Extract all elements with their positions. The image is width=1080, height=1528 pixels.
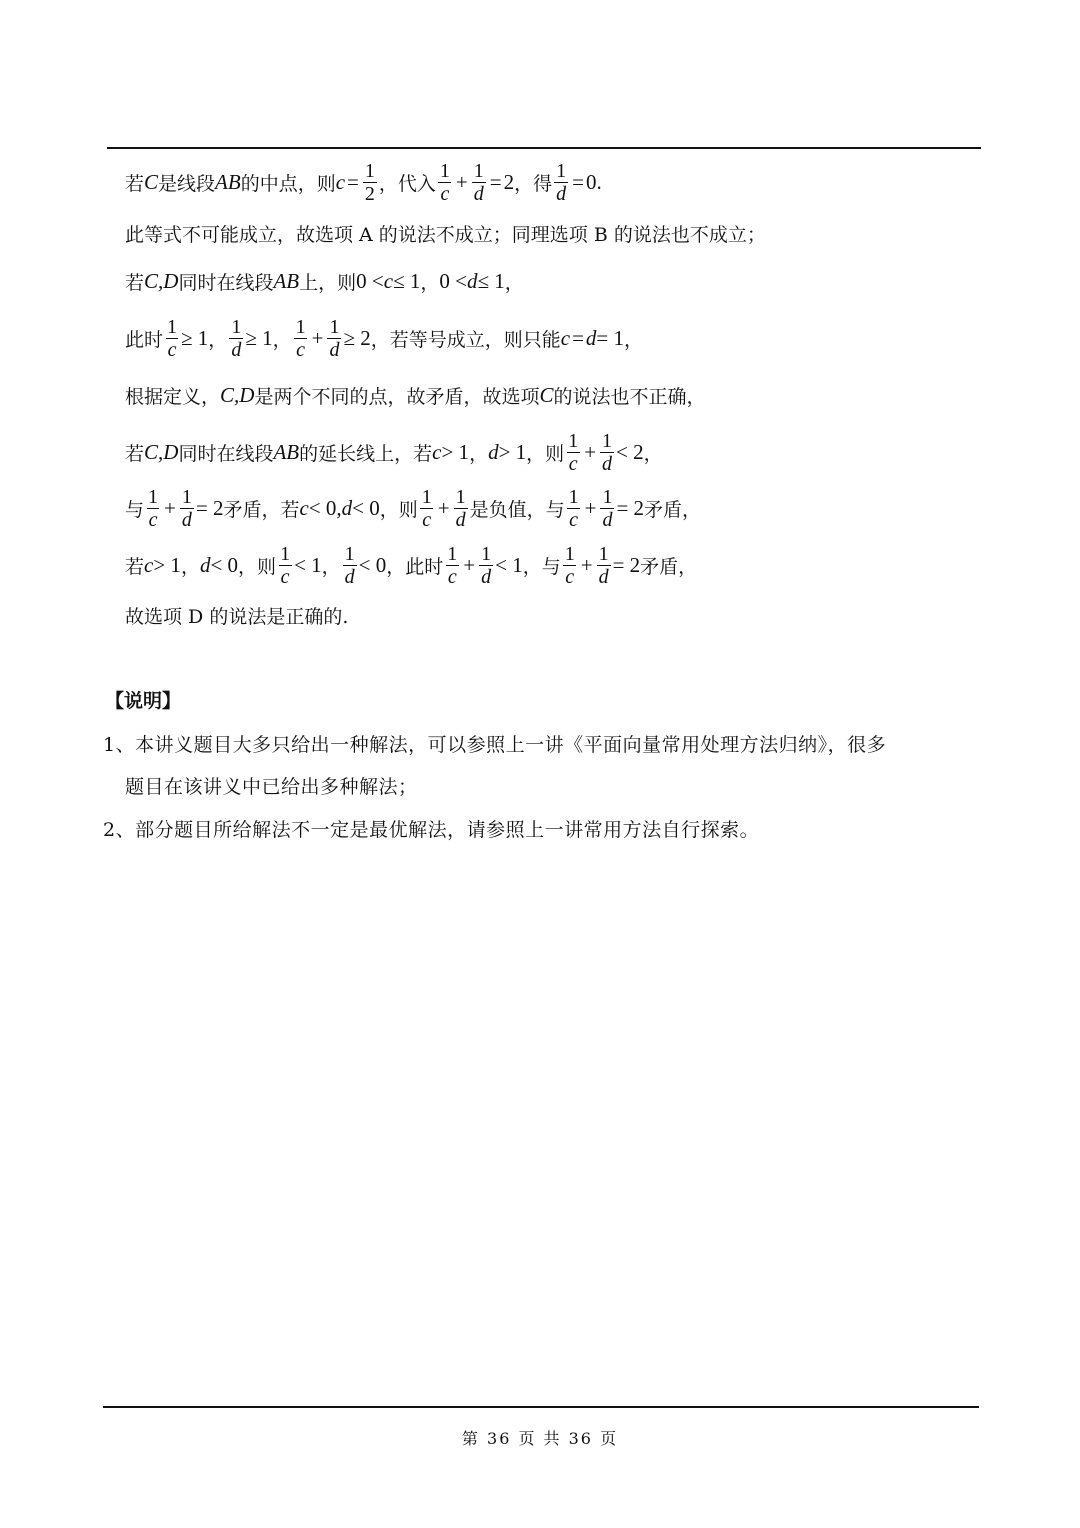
- numerator: 1: [439, 159, 450, 182]
- fraction: [566, 430, 580, 475]
- denominator: 2: [364, 182, 375, 205]
- numerator: 1: [568, 429, 579, 452]
- math-num: > 1: [498, 439, 527, 464]
- denominator: c: [568, 452, 578, 475]
- fraction: [229, 316, 243, 361]
- text: ，: [624, 328, 644, 351]
- math-op: +: [437, 495, 450, 520]
- page-number: 第 36 页 共 36 页: [461, 1429, 619, 1448]
- fraction: [563, 543, 577, 588]
- numerator: 1: [329, 315, 340, 338]
- text: 上，则: [299, 271, 357, 294]
- math-op: =: [572, 169, 584, 194]
- text: 此时: [125, 328, 164, 351]
- math-var: d: [466, 268, 478, 293]
- math-op: =: [572, 325, 584, 350]
- math-num: < 0,: [308, 495, 342, 520]
- text: 矛盾，若: [223, 498, 300, 521]
- solution-line-4: [125, 313, 643, 363]
- text: 与: [125, 498, 145, 521]
- fraction: [278, 543, 292, 588]
- numerator: 1: [473, 159, 484, 182]
- math-num: < 0: [358, 552, 387, 577]
- math-num: ≥ 1: [181, 325, 209, 350]
- math-num: = 2: [612, 552, 641, 577]
- math-num: 0 <: [439, 268, 467, 293]
- text: 同时在线段: [178, 442, 274, 465]
- numerator: 1: [148, 485, 159, 508]
- numerator: 1: [481, 542, 492, 565]
- text: 根据定义，: [125, 385, 221, 408]
- fraction: [165, 316, 179, 361]
- numerator: 1: [364, 159, 375, 182]
- footer-rule: [103, 1406, 979, 1408]
- fraction: [146, 486, 160, 531]
- fraction: [479, 543, 493, 588]
- math-var: C: [539, 382, 554, 407]
- note-item-2: 2、部分题目所给解法不一定是最优解法，请参照上一讲常用方法自行探索。: [103, 819, 760, 841]
- math-num: < 0: [352, 495, 380, 520]
- fraction: [567, 486, 581, 531]
- note-item-1: 1、本讲义题目大多只给出一种解法，可以参照上一讲《平面向量常用处理方法归纳》，很多: [103, 734, 887, 756]
- text: 同时在线段: [178, 271, 274, 294]
- fraction: [554, 160, 568, 205]
- math-var: c: [299, 495, 309, 520]
- fraction: [597, 543, 611, 588]
- fraction: [180, 486, 194, 531]
- numerator: 1: [564, 542, 575, 565]
- text: ，: [180, 555, 200, 578]
- text: ，若等号成立，则只能: [370, 328, 561, 351]
- text: ，: [208, 328, 228, 351]
- header-rule: [107, 147, 981, 149]
- text: ，: [469, 442, 489, 465]
- fraction: [472, 160, 486, 205]
- math-num: > 1: [153, 552, 181, 577]
- text: ，: [321, 555, 341, 578]
- text: ，得: [514, 172, 553, 195]
- numerator: 1: [280, 542, 291, 565]
- math-var: c: [383, 268, 394, 293]
- denominator: d: [602, 452, 613, 475]
- fraction: [294, 316, 308, 361]
- math-num: ≥ 1: [245, 325, 273, 350]
- math-num: < 1: [294, 552, 322, 577]
- text: ，: [504, 271, 524, 294]
- text: ，此时: [386, 555, 444, 578]
- text: 的说法也不正确，: [553, 385, 706, 408]
- denominator: c: [148, 508, 158, 531]
- text: 若: [125, 271, 145, 294]
- denominator: c: [440, 182, 450, 205]
- text: 矛盾，: [644, 498, 702, 521]
- math-op: +: [164, 495, 176, 520]
- math-op: +: [463, 552, 476, 577]
- fraction: [363, 160, 377, 205]
- math-num: < 0: [210, 552, 239, 577]
- fraction: [445, 543, 459, 588]
- text: ，则: [526, 442, 565, 465]
- denominator: d: [231, 338, 242, 361]
- denominator: d: [481, 565, 492, 588]
- math-num: ≤ 1: [393, 268, 421, 293]
- math-var: C,D: [144, 268, 179, 293]
- text: ，: [643, 442, 663, 465]
- math-op: +: [584, 439, 597, 464]
- numerator: 1: [421, 485, 432, 508]
- numerator: 1: [295, 315, 306, 338]
- solution-line-1: [125, 157, 602, 207]
- solution-line-2: [125, 208, 766, 258]
- math-num: ≥ 2: [343, 325, 371, 350]
- denominator: d: [602, 508, 613, 531]
- math-op: +: [455, 169, 468, 194]
- denominator: c: [296, 338, 306, 361]
- math-var: C,D: [144, 439, 179, 464]
- math-punct: .: [596, 169, 602, 194]
- denominator: c: [422, 508, 432, 531]
- math-num: 2: [503, 169, 515, 194]
- math-var: c: [560, 325, 571, 350]
- denominator: d: [455, 508, 466, 531]
- math-var: AB: [273, 439, 300, 464]
- numerator: 1: [556, 159, 567, 182]
- math-op: =: [489, 169, 502, 194]
- denominator: d: [344, 565, 355, 588]
- math-num: < 1: [495, 552, 523, 577]
- denominator: d: [473, 182, 484, 205]
- fraction: [343, 543, 357, 588]
- text: 故选项 D 的说法是正确的.: [125, 605, 349, 628]
- text: 若: [125, 172, 145, 195]
- math-num: > 1: [441, 439, 470, 464]
- text: ，代入: [378, 172, 436, 195]
- math-var: d: [341, 495, 353, 520]
- math-var: d: [199, 552, 211, 577]
- denominator: d: [556, 182, 567, 205]
- denominator: c: [167, 338, 177, 361]
- fraction: [454, 486, 468, 531]
- numerator: 1: [568, 485, 579, 508]
- math-op: +: [311, 325, 324, 350]
- math-var: d: [585, 325, 597, 350]
- denominator: c: [447, 565, 457, 588]
- math-num: 0: [585, 169, 597, 194]
- math-num: = 2: [616, 495, 645, 520]
- math-num: < 2: [616, 439, 644, 464]
- denominator: c: [280, 565, 290, 588]
- fraction: [438, 160, 452, 205]
- text: 是两个不同的点，故矛盾，故选项: [254, 385, 540, 408]
- numerator: 1: [602, 485, 613, 508]
- text: 的中点，则: [240, 172, 336, 195]
- math-var: c: [432, 439, 442, 464]
- text: 是线段: [158, 172, 216, 195]
- fraction: [600, 486, 614, 531]
- text: 是负值，与: [469, 498, 565, 521]
- numerator: 1: [181, 485, 192, 508]
- math-var: C,D: [220, 382, 255, 407]
- numerator: 1: [344, 542, 355, 565]
- math-num: = 1: [596, 325, 625, 350]
- text: 若: [125, 555, 145, 578]
- note-item-1-continued: 题目在该讲义中已给出多种解法；: [125, 776, 418, 798]
- numerator: 1: [602, 429, 613, 452]
- numerator: 1: [455, 485, 466, 508]
- solution-line-3: [125, 256, 524, 306]
- text: 若: [125, 442, 145, 465]
- denominator: c: [565, 565, 575, 588]
- math-var: C: [144, 169, 159, 194]
- numerator: 1: [447, 542, 458, 565]
- solution-line-6: [125, 427, 663, 477]
- fraction: [327, 316, 341, 361]
- math-num: ≤ 1: [477, 268, 505, 293]
- solution-line-9: [125, 590, 348, 640]
- numerator: 1: [231, 315, 242, 338]
- solution-line-8: [125, 540, 697, 590]
- text: ，则: [379, 498, 418, 521]
- text: 矛盾，: [640, 555, 698, 578]
- solution-line-5: [125, 370, 706, 420]
- math-var: AB: [215, 169, 241, 194]
- math-var: c: [335, 169, 346, 194]
- text: 此等式不可能成立，故选项 A 的说法不成立；同理选项 B 的说法也不成立；: [125, 223, 766, 246]
- math-op: =: [347, 169, 359, 194]
- math-var: d: [488, 439, 499, 464]
- denominator: d: [181, 508, 192, 531]
- notes-title: 【说明】: [105, 690, 182, 712]
- text: ，与: [522, 555, 561, 578]
- denominator: c: [569, 508, 579, 531]
- math-num: 0 <: [356, 268, 384, 293]
- math-op: +: [584, 495, 597, 520]
- text: ，: [420, 271, 440, 294]
- denominator: d: [598, 565, 609, 588]
- fraction: [420, 486, 434, 531]
- math-var: c: [144, 552, 154, 577]
- math-num: = 2: [195, 495, 224, 520]
- math-var: AB: [273, 268, 300, 293]
- text: 的延长线上，若: [299, 442, 433, 465]
- text: ，: [272, 328, 292, 351]
- fraction: [600, 430, 614, 475]
- text: ，则: [238, 555, 277, 578]
- numerator: 1: [598, 542, 609, 565]
- solution-line-7: [125, 483, 701, 533]
- math-op: +: [580, 552, 593, 577]
- denominator: d: [329, 338, 340, 361]
- numerator: 1: [167, 315, 178, 338]
